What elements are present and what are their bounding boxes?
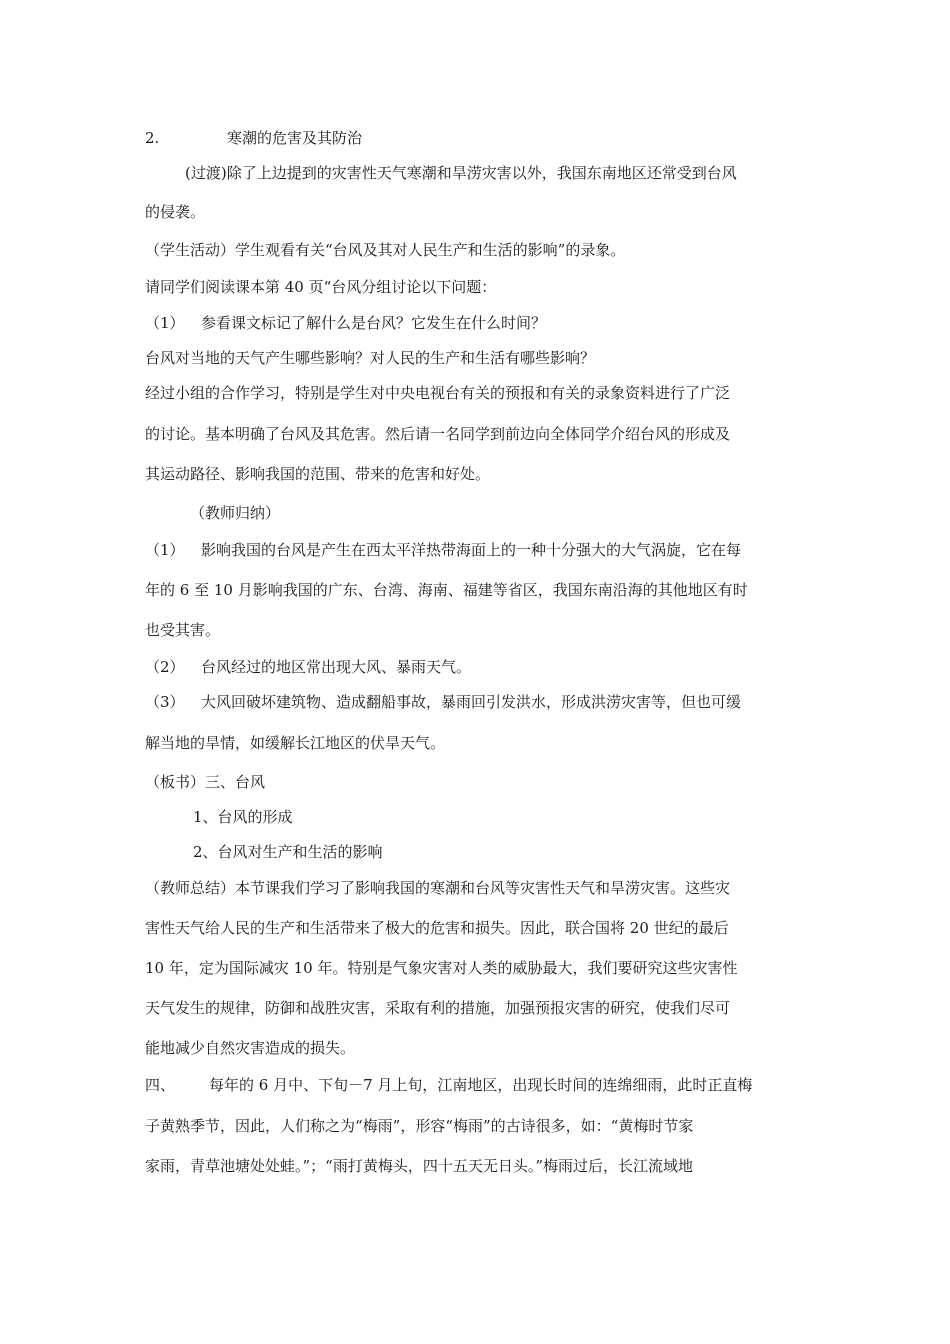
paragraph-line: 年的 6 至 10 月影响我国的广东、台湾、海南、福建等省区，我国东南沿海的其他地区有时 xyxy=(145,581,748,599)
section-four xyxy=(145,1075,752,1095)
paragraph-line: (过渡)除了上边提到的灾害性天气寒潮和旱涝灾害以外，我国东南地区还常受到台风 xyxy=(185,164,737,182)
board-item: 2、台风对生产和生活的影响 xyxy=(193,843,383,861)
paragraph-line: 其运动路径、影响我国的范围、带来的危害和好处。 xyxy=(145,465,491,483)
paragraph-line: 请同学们阅读课本第 40 页“台风分组讨论以下问题： xyxy=(145,278,497,296)
paragraph-line: 害性天气给人民的生产和生活带来了极大的危害和损失。因此，联合国将 20 世纪的最后 xyxy=(145,919,729,937)
paragraph-line: 台风对当地的天气产生哪些影响？对人民的生产和生活有哪些影响？ xyxy=(145,349,596,367)
question-text: 参看课文标记了解什么是台风？它发生在什么时间？ xyxy=(201,314,547,332)
question-item xyxy=(145,313,546,333)
list-item xyxy=(145,540,741,560)
paragraph-line: 解当地的旱情，如缓解长江地区的伏旱天气。 xyxy=(145,734,446,752)
list-text: 影响我国的台风是产生在西太平洋热带海面上的一种十分强大的大气涡旋，它在每 xyxy=(201,541,742,559)
section-number: 四、 xyxy=(145,1076,176,1094)
paragraph-line: （教师总结）本节课我们学习了影响我国的寒潮和台风等灾害性天气和旱涝灾害。这些灾 xyxy=(145,879,731,897)
board-title: （板书）三、台风 xyxy=(145,773,266,791)
paragraph-line: 天气发生的规律，防御和战胜灾害，采取有利的措施，加强预报灾害的研究，使我们尽可 xyxy=(145,999,731,1017)
paragraph-line: 子黄熟季节，因此，人们称之为“梅雨”，形容“梅雨”的古诗很多，如：“黄梅时节家 xyxy=(145,1117,694,1135)
paragraph-line: 的讨论。基本明确了台风及其危害。然后请一名同学到前边向全体同学介绍台风的形成及 xyxy=(145,425,731,443)
paragraph-line: 的侵袭。 xyxy=(145,203,206,221)
list-text: 台风经过的地区常出现大风、暴雨天气。 xyxy=(201,658,472,676)
board-item: 1、台风的形成 xyxy=(193,808,293,826)
paragraph-line: 也受其害。 xyxy=(145,621,221,639)
heading-number: 2. xyxy=(145,129,160,147)
list-number: （1） xyxy=(145,541,185,559)
paragraph-line: 经过小组的合作学习，特别是学生对中央电视台有关的预报和有关的录象资料进行了广泛 xyxy=(145,384,731,402)
list-text: 大风回破坏建筑物、造成翻船事故，暴雨回引发洪水，形成洪涝灾害等，但也可缓 xyxy=(201,693,742,711)
section-heading xyxy=(145,128,362,148)
paragraph-line: （学生活动）学生观看有关“台风及其对人民生产和生活的影响”的录象。 xyxy=(145,241,626,259)
list-number: （2） xyxy=(145,658,185,676)
teacher-summary-label: （教师归纳） xyxy=(190,504,281,522)
list-item xyxy=(145,692,741,712)
list-number: （1） xyxy=(145,314,185,332)
paragraph-line: 家雨，青草池塘处处蛙。”；“雨打黄梅头，四十五天无日头。”梅雨过后，长江流域地 xyxy=(145,1157,694,1175)
paragraph-line: 10 年，定为国际减灾 10 年。特别是气象灾害对人类的威胁最大，我们要研究这些灾害性 xyxy=(145,959,738,977)
paragraph-line: 能地减少自然灾害造成的损失。 xyxy=(145,1039,356,1057)
list-item xyxy=(145,657,471,677)
section-text: 每年的 6 月中、下旬－7 月上旬，江南地区，出现长时间的连绵细雨，此时正直梅 xyxy=(209,1076,753,1094)
heading-text: 寒潮的危害及其防治 xyxy=(227,129,363,147)
list-number: （3） xyxy=(145,693,185,711)
